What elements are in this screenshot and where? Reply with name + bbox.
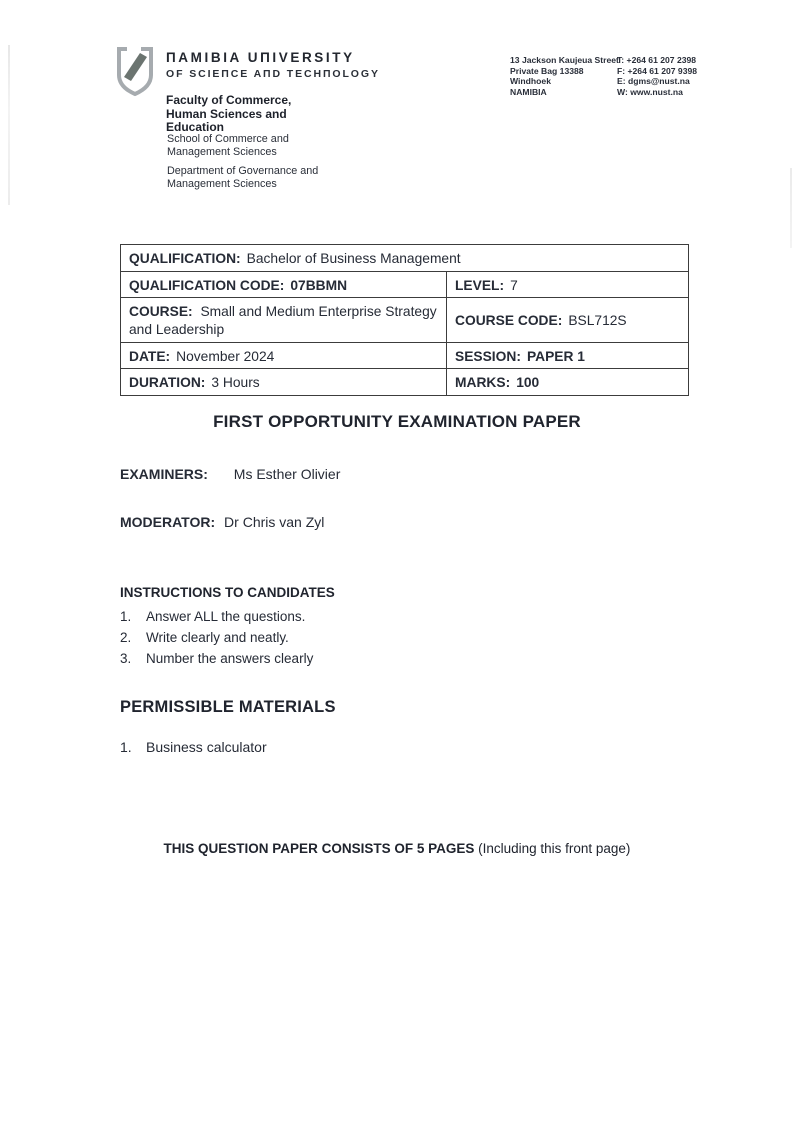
level-cell: [447, 272, 688, 297]
course-cell: [121, 298, 447, 342]
qualification-code-label: QUALIFICATION CODE:: [129, 277, 285, 293]
university-name-line1: ПAMIBIA UПIVERSITY: [166, 50, 355, 65]
duration-value: 3 Hours: [211, 375, 260, 390]
session-label: SESSION:: [455, 348, 521, 364]
instructions-heading: INSTRUCTIONS TO CANDIDATES: [120, 585, 335, 600]
nust-shield-logo-icon: [110, 46, 160, 103]
session-cell: [447, 343, 688, 368]
moderator-value: Dr Chris van Zyl: [224, 514, 325, 530]
date-label: DATE:: [129, 348, 171, 364]
qualification-value: Bachelor of Business Management: [246, 251, 461, 266]
materials-list: [120, 739, 267, 761]
instruction-text: Number the answers clearly: [146, 651, 314, 666]
instruction-item: [120, 630, 313, 645]
course-code-label: COURSE CODE:: [455, 313, 563, 328]
qualification-cell: [121, 245, 688, 271]
contact-email: E: dgms@nust.na: [617, 76, 690, 87]
school-name: School of Commerce and Management Sciences: [167, 133, 289, 158]
contact-website: W: www.nust.na: [617, 86, 683, 97]
table-row-code-level: [121, 271, 688, 297]
address-line: Private Bag 13388: [510, 65, 584, 76]
qualification-code-value: 07BBMN: [290, 277, 348, 293]
instruction-item: [120, 651, 313, 666]
university-wordmark: [166, 50, 380, 80]
course-value: Small and Medium Enterprise Strategy and Leadership: [129, 304, 437, 337]
instruction-text: Write clearly and neatly.: [146, 630, 289, 645]
course-label: COURSE:: [129, 304, 193, 319]
address-line: 13 Jackson Kaujeua Street: [510, 55, 619, 65]
table-row-date-session: [121, 342, 688, 368]
instruction-number: 1.: [120, 609, 132, 624]
scan-artifact-right: [790, 168, 792, 248]
table-row-course: [121, 297, 688, 342]
page-count-regular: (Including this front page): [474, 841, 631, 856]
material-item: [120, 739, 267, 755]
qualification-label: QUALIFICATION:: [129, 251, 241, 266]
moderator-label: MODERATOR:: [120, 514, 216, 530]
department-name: Department of Governance and Management Sciences: [167, 165, 319, 190]
table-row-qualification: [121, 245, 688, 271]
level-label: LEVEL:: [455, 277, 505, 293]
date-value: November 2024: [176, 348, 275, 364]
instruction-text: Answer ALL the questions.: [146, 609, 306, 624]
examiners-label: EXAMINERS:: [120, 466, 208, 482]
material-number: 1.: [120, 739, 132, 755]
instruction-item: [120, 609, 313, 624]
address-line: Windhoek: [510, 76, 551, 87]
marks-cell: [447, 369, 688, 395]
university-name-line2: OF SCIEПCE AПD TECHПOLOGY: [166, 68, 380, 80]
page-title: FIRST OPPORTUNITY EXAMINATION PAPER: [213, 412, 581, 431]
qualification-code-cell: [121, 272, 447, 297]
instructions-list: [120, 609, 313, 672]
address-block: [510, 55, 619, 97]
materials-heading: PERMISSIBLE MATERIALS: [120, 698, 336, 716]
table-row-duration-marks: [121, 368, 688, 395]
examiners-line: [120, 466, 340, 482]
date-cell: [121, 343, 447, 368]
examiners-value: Ms Esther Olivier: [233, 466, 341, 482]
level-value: 7: [510, 277, 518, 293]
scan-artifact-left: [8, 45, 10, 205]
duration-cell: [121, 369, 447, 395]
marks-value: 100: [516, 375, 540, 390]
contact-block: [617, 55, 697, 97]
contact-phone: T: +264 61 207 2398: [617, 55, 697, 65]
contact-fax: F: +264 61 207 9398: [617, 65, 698, 76]
exam-info-table: [120, 244, 689, 396]
instruction-number: 3.: [120, 651, 132, 666]
course-code-value: BSL712S: [568, 313, 627, 328]
faculty-name: Faculty of Commerce, Human Sciences and Education: [166, 93, 292, 134]
course-code-cell: [447, 298, 688, 342]
address-line: NAMIBIA: [510, 86, 547, 97]
duration-label: DURATION:: [129, 375, 206, 390]
moderator-line: [120, 514, 324, 530]
marks-label: MARKS:: [455, 375, 511, 390]
instruction-number: 2.: [120, 630, 132, 645]
session-value: PAPER 1: [526, 348, 585, 364]
page-count-note: [0, 841, 794, 856]
page-count-bold: THIS QUESTION PAPER CONSISTS OF 5 PAGES: [163, 841, 475, 856]
material-text: Business calculator: [146, 739, 267, 755]
